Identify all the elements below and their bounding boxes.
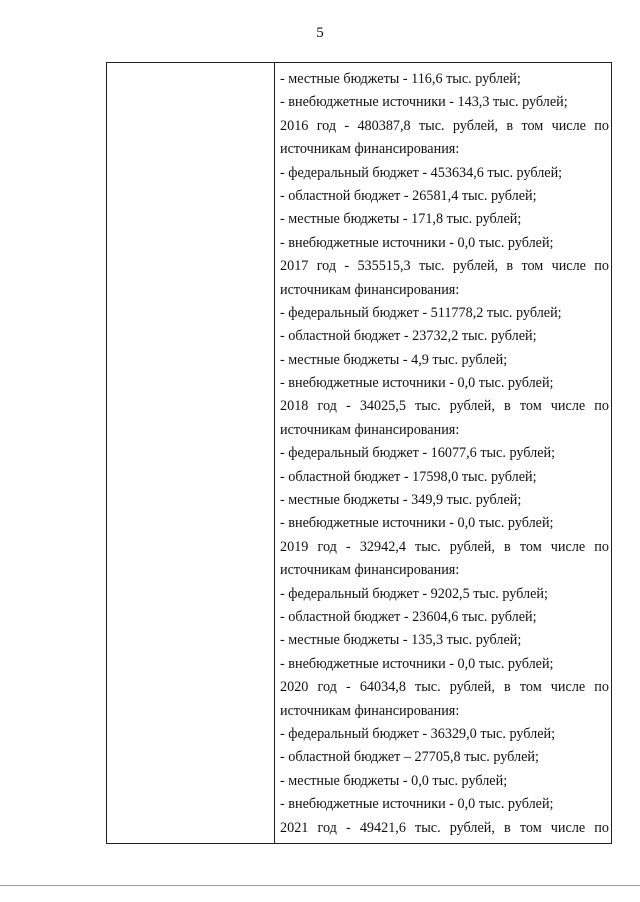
page-bottom-edge — [0, 885, 640, 886]
text-line: - внебюджетные источники - 0,0 тыс. рублей; — [280, 515, 554, 532]
text-line: - федеральный бюджет - 9202,5 тыс. рублей; — [280, 585, 548, 602]
text-line: - внебюджетные источники - 0,0 тыс. рублей; — [280, 375, 554, 392]
text-line: - местные бюджеты - 4,9 тыс. рублей; — [280, 351, 508, 368]
text-line: - местные бюджеты - 0,0 тыс. рублей; — [280, 772, 508, 789]
text-line: - областной бюджет – 27705,8 тыс. рублей; — [280, 749, 539, 766]
text-line: 2019 год - 32942,4 тыс. рублей, в том числе по — [280, 538, 609, 555]
text-line: 2021 год - 49421,6 тыс. рублей, в том числе по — [280, 819, 609, 836]
text-line: источникам финансирования: — [280, 281, 460, 298]
text-line: - федеральный бюджет - 36329,0 тыс. рублей; — [280, 725, 556, 742]
page-number: 5 — [316, 25, 324, 41]
text-line: - местные бюджеты - 349,9 тыс. рублей; — [280, 492, 522, 509]
text-line: - федеральный бюджет - 453634,6 тыс. рублей; — [280, 164, 563, 181]
text-line: 2017 год - 535515,3 тыс. рублей, в том числе по — [280, 258, 609, 275]
text-line: - федеральный бюджет - 16077,6 тыс. рублей; — [280, 445, 556, 462]
text-line: - внебюджетные источники - 143,3 тыс. рублей; — [280, 94, 568, 111]
text-line: источникам финансирования: — [280, 141, 460, 158]
text-line: - внебюджетные источники - 0,0 тыс. рублей; — [280, 655, 554, 672]
funding-table — [106, 62, 612, 844]
text-line: - внебюджетные источники - 0,0 тыс. рублей; — [280, 796, 554, 813]
text-line: - местные бюджеты - 135,3 тыс. рублей; — [280, 632, 522, 649]
text-line: - областной бюджет - 23732,2 тыс. рублей; — [280, 328, 537, 345]
text-line: - областной бюджет - 17598,0 тыс. рублей; — [280, 468, 537, 485]
text-line: - местные бюджеты - 116,6 тыс. рублей; — [280, 71, 521, 87]
text-line: - внебюджетные источники - 0,0 тыс. рублей; — [280, 234, 554, 251]
text-line: 2020 год - 64034,8 тыс. рублей, в том числе по — [280, 679, 609, 696]
text-line: - областной бюджет - 26581,4 тыс. рублей; — [280, 187, 537, 204]
text-line: - местные бюджеты - 171,8 тыс. рублей; — [280, 211, 522, 228]
text-line: 2018 год - 34025,5 тыс. рублей, в том числе по — [280, 398, 609, 415]
text-line: - областной бюджет - 23604,6 тыс. рублей; — [280, 608, 537, 625]
text-line: - федеральный бюджет - 511778,2 тыс. рублей; — [280, 304, 562, 321]
text-line: источникам финансирования: — [280, 421, 460, 438]
text-line: источникам финансирования: — [280, 702, 460, 719]
text-line: источникам финансирования: — [280, 562, 460, 579]
table-right-cell — [280, 68, 609, 840]
table-left-cell — [107, 63, 275, 843]
text-line: 2016 год - 480387,8 тыс. рублей, в том числе по — [280, 117, 609, 134]
